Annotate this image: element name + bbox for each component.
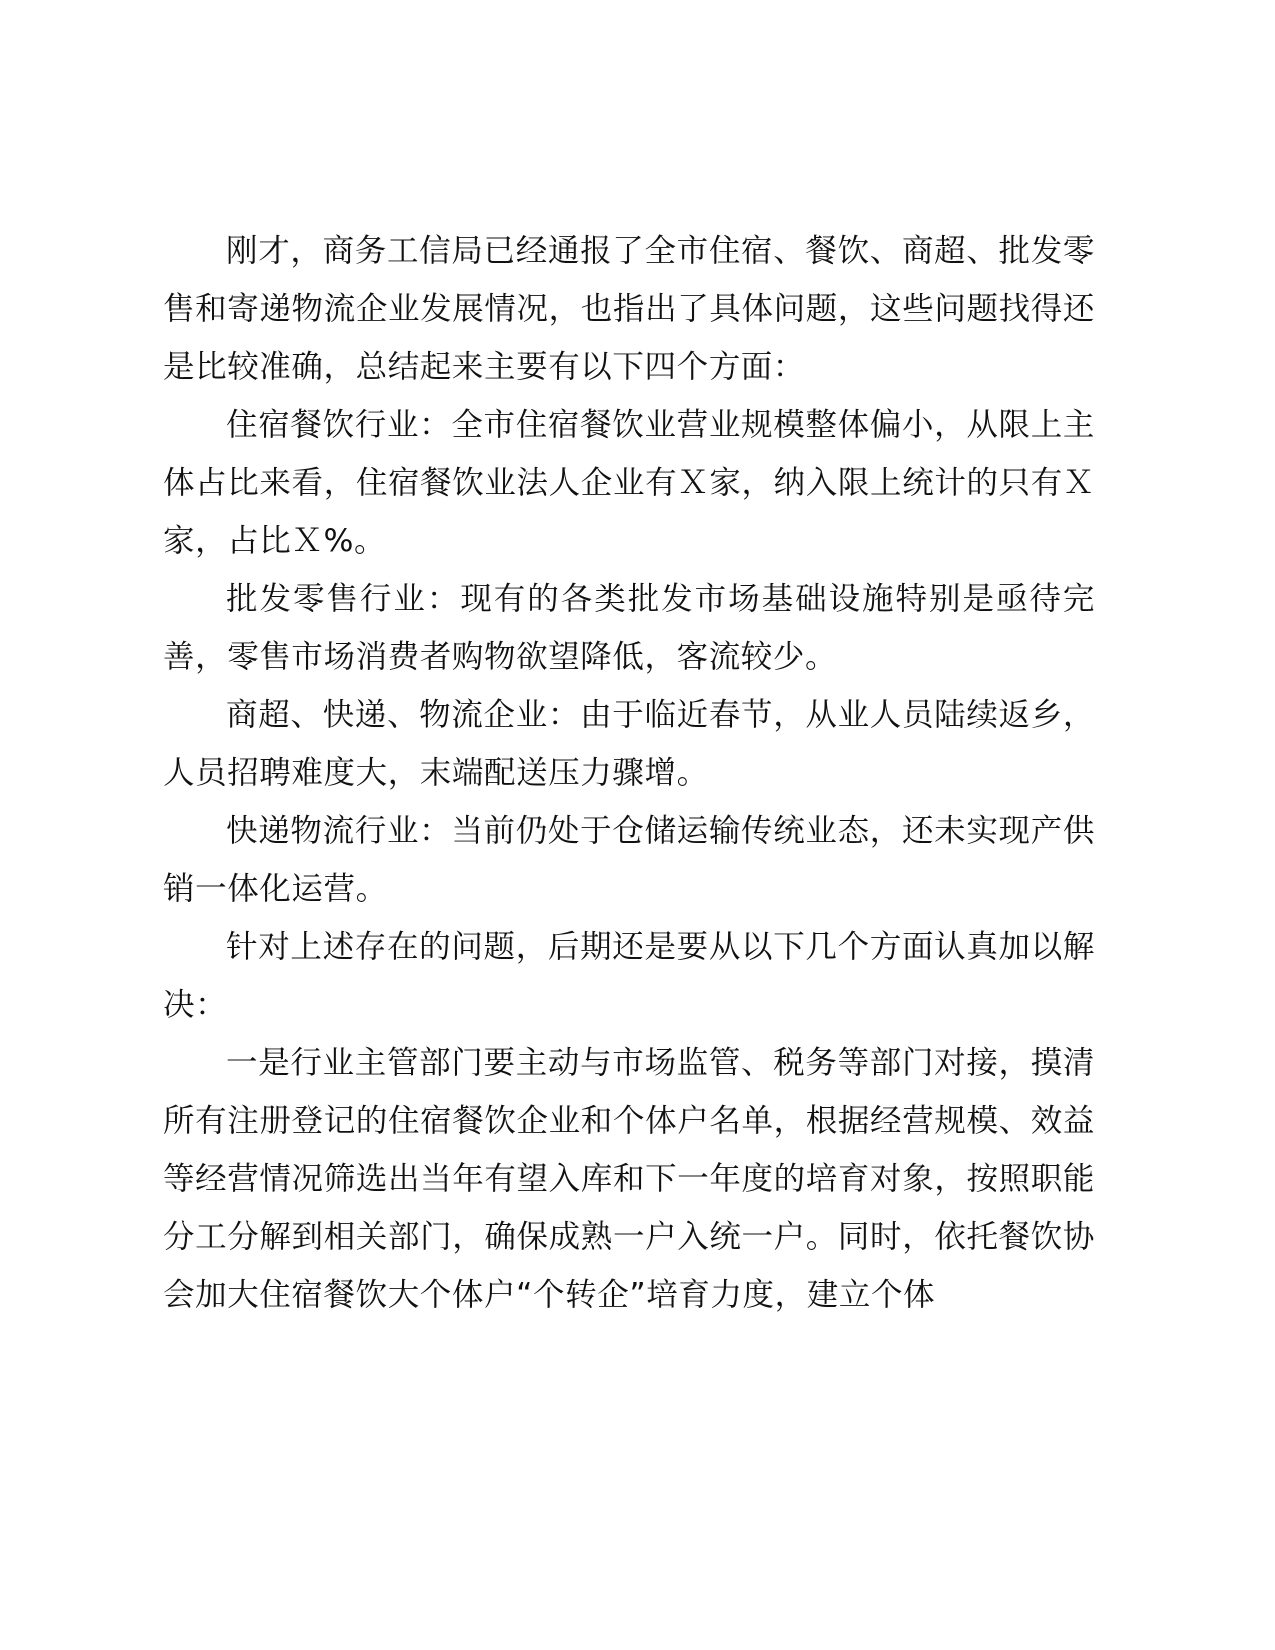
paragraph-wholesale-retail: 批发零售行业：现有的各类批发市场基础设施特别是亟待完善，零售市场消费者购物欲望降低，客流较少。 xyxy=(163,581,1095,675)
paragraph-express-logistics: 快递物流行业：当前仍处于仓储运输传统业态，还未实现产供销一体化运营。 xyxy=(163,813,1095,907)
paragraph-solution-one: 一是行业主管部门要主动与市场监管、税务等部门对接，摸清所有注册登记的住宿餐饮企业和个体户名单，根据经营规模、效益等经营情况筛选出当年有望入库和下一年度的培育对象，按照职能分工分解到相关部门，确保成熟一户入统一户。同时，依托餐饮协会加大住宿餐饮大个体户“个转企”培育力度，建立个体 xyxy=(163,1045,1095,1313)
paragraph-solutions-intro: 针对上述存在的问题，后期还是要从以下几个方面认真加以解决： xyxy=(163,929,1095,1023)
paragraph-accommodation-catering: 住宿餐饮行业：全市住宿餐饮业营业规模整体偏小，从限上主体占比来看，住宿餐饮业法人企业有Ｘ家，纳入限上统计的只有Ｘ家，占比Ｘ%。 xyxy=(163,407,1095,559)
paragraph-intro: 刚才，商务工信局已经通报了全市住宿、餐饮、商超、批发零售和寄递物流企业发展情况，也指出了具体问题，这些问题找得还是比较准确，总结起来主要有以下四个方面： xyxy=(163,233,1095,385)
document-body xyxy=(163,222,1095,1324)
paragraph-supermarket-logistics: 商超、快递、物流企业：由于临近春节，从业人员陆续返乡，人员招聘难度大，末端配送压力骤增。 xyxy=(163,697,1095,791)
